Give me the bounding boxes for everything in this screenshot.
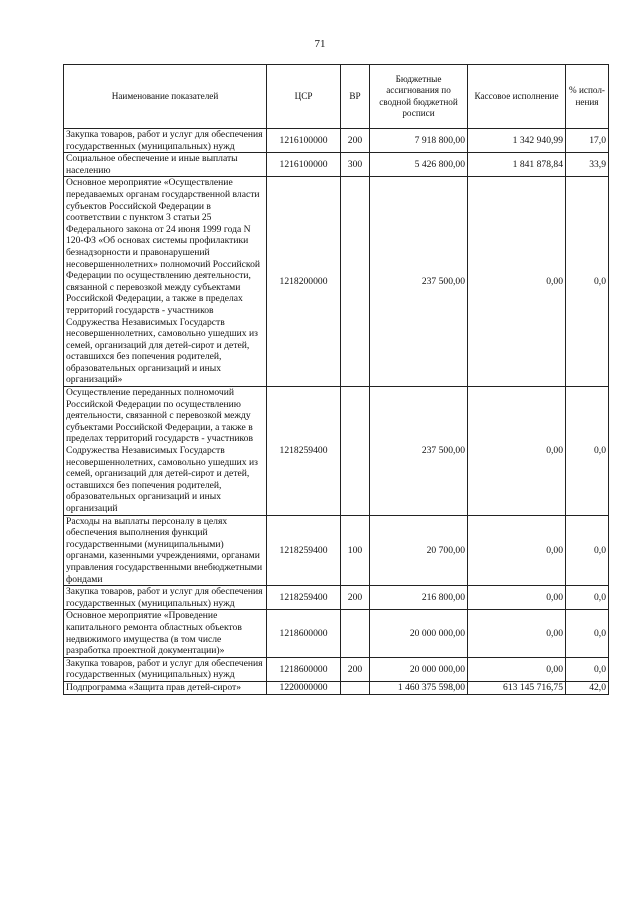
row-csr: 1216100000 [267, 129, 341, 153]
page-number: 71 [314, 38, 326, 50]
row-vr: 200 [341, 129, 370, 153]
row-percent: 0,0 [566, 586, 609, 610]
row-budget: 20 000 000,00 [370, 610, 468, 657]
row-percent: 17,0 [566, 129, 609, 153]
row-name: Расходы на выплаты персоналу в целях обеспечения выполнения функций государственными (муниципальными) органами, казенными учреждениями, органами управления государственными внебюджетными фондами [64, 515, 267, 586]
row-name: Закупка товаров, работ и услуг для обеспечения государственных (муниципальных) нужд [64, 129, 267, 153]
row-cash: 0,00 [468, 515, 566, 586]
table-row [64, 177, 609, 387]
row-cash: 1 342 940,99 [468, 129, 566, 153]
row-vr [341, 177, 370, 387]
row-percent: 0,0 [566, 515, 609, 586]
row-name: Основное мероприятие «Осуществление передаваемых органам государственной власти субъектов Российской Федерации в соответствии с пунктом 3 статьи 25 Федерального закона от 24 июня 1999 года N 120-ФЗ «Об основах системы профилактики безнадзорности и правонарушений несовершеннолетних» полномочий Российской Федерации по осуществлению деятельности, связанной с перевозкой между субъектами Российской Федерации, а также в пределах территорий государств - участников Содружества Независимых Государств несовершеннолетних, самовольно ушедших из семей, организаций для детей-сирот и детей, оставшихся без попечения родителей, образовательных организаций и иных организаций» [64, 177, 267, 387]
row-name: Социальное обеспечение и иные выплаты населению [64, 153, 267, 177]
row-name: Закупка товаров, работ и услуг для обеспечения государственных (муниципальных) нужд [64, 586, 267, 610]
row-percent: 0,0 [566, 610, 609, 657]
row-cash: 0,00 [468, 387, 566, 516]
row-csr: 1218600000 [267, 610, 341, 657]
table-row [64, 387, 609, 516]
row-vr: 200 [341, 586, 370, 610]
row-cash: 0,00 [468, 610, 566, 657]
row-name: Закупка товаров, работ и услуг для обеспечения государственных (муниципальных) нужд [64, 657, 267, 681]
header-cash: Кассовое исполнение [468, 65, 566, 129]
row-vr [341, 387, 370, 516]
row-percent: 33,9 [566, 153, 609, 177]
row-csr: 1220000000 [267, 681, 341, 694]
row-csr: 1218259400 [267, 586, 341, 610]
row-csr: 1218200000 [267, 177, 341, 387]
row-csr: 1218259400 [267, 515, 341, 586]
row-cash: 0,00 [468, 586, 566, 610]
row-budget: 237 500,00 [370, 177, 468, 387]
row-cash: 0,00 [468, 657, 566, 681]
row-budget: 1 460 375 598,00 [370, 681, 468, 694]
row-csr: 1218259400 [267, 387, 341, 516]
row-cash: 0,00 [468, 177, 566, 387]
table-row [64, 610, 609, 657]
header-csr: ЦСР [267, 65, 341, 129]
row-vr [341, 610, 370, 657]
row-name: Подпрограмма «Защита прав детей-сирот» [64, 681, 267, 694]
row-vr: 100 [341, 515, 370, 586]
row-budget: 20 000 000,00 [370, 657, 468, 681]
row-name: Осуществление переданных полномочий Российской Федерации по осуществлению деятельности, связанной с перевозкой между субъектами Российской Федерации, а также в пределах территорий государств - участников Содружества Независимых Государств несовершеннолетних, самовольно ушедших из семей, организаций для детей-сирот и детей, оставшихся без попечения родителей, образовательных организаций и иных организаций [64, 387, 267, 516]
row-percent: 0,0 [566, 387, 609, 516]
row-budget: 216 800,00 [370, 586, 468, 610]
budget-execution-table [63, 64, 609, 695]
row-cash: 1 841 878,84 [468, 153, 566, 177]
table-row [64, 153, 609, 177]
header-name: Наименование показателей [64, 65, 267, 129]
row-percent: 0,0 [566, 657, 609, 681]
row-percent: 0,0 [566, 177, 609, 387]
row-name: Основное мероприятие «Проведение капитального ремонта областных объектов недвижимого имущества (в том числе разработка проектной документации)» [64, 610, 267, 657]
row-budget: 5 426 800,00 [370, 153, 468, 177]
header-vr: ВР [341, 65, 370, 129]
table-row [64, 681, 609, 694]
row-vr [341, 681, 370, 694]
table-row [64, 129, 609, 153]
header-budget: Бюджетные ассигнования по сводной бюджетной росписи [370, 65, 468, 129]
row-budget: 237 500,00 [370, 387, 468, 516]
table-header-row [64, 65, 609, 129]
row-vr: 200 [341, 657, 370, 681]
row-budget: 7 918 800,00 [370, 129, 468, 153]
row-percent: 42,0 [566, 681, 609, 694]
row-csr: 1216100000 [267, 153, 341, 177]
table-row [64, 586, 609, 610]
row-cash: 613 145 716,75 [468, 681, 566, 694]
table-row [64, 657, 609, 681]
row-budget: 20 700,00 [370, 515, 468, 586]
table-row [64, 515, 609, 586]
header-percent: % испол-нения [566, 65, 609, 129]
row-csr: 1218600000 [267, 657, 341, 681]
row-vr: 300 [341, 153, 370, 177]
